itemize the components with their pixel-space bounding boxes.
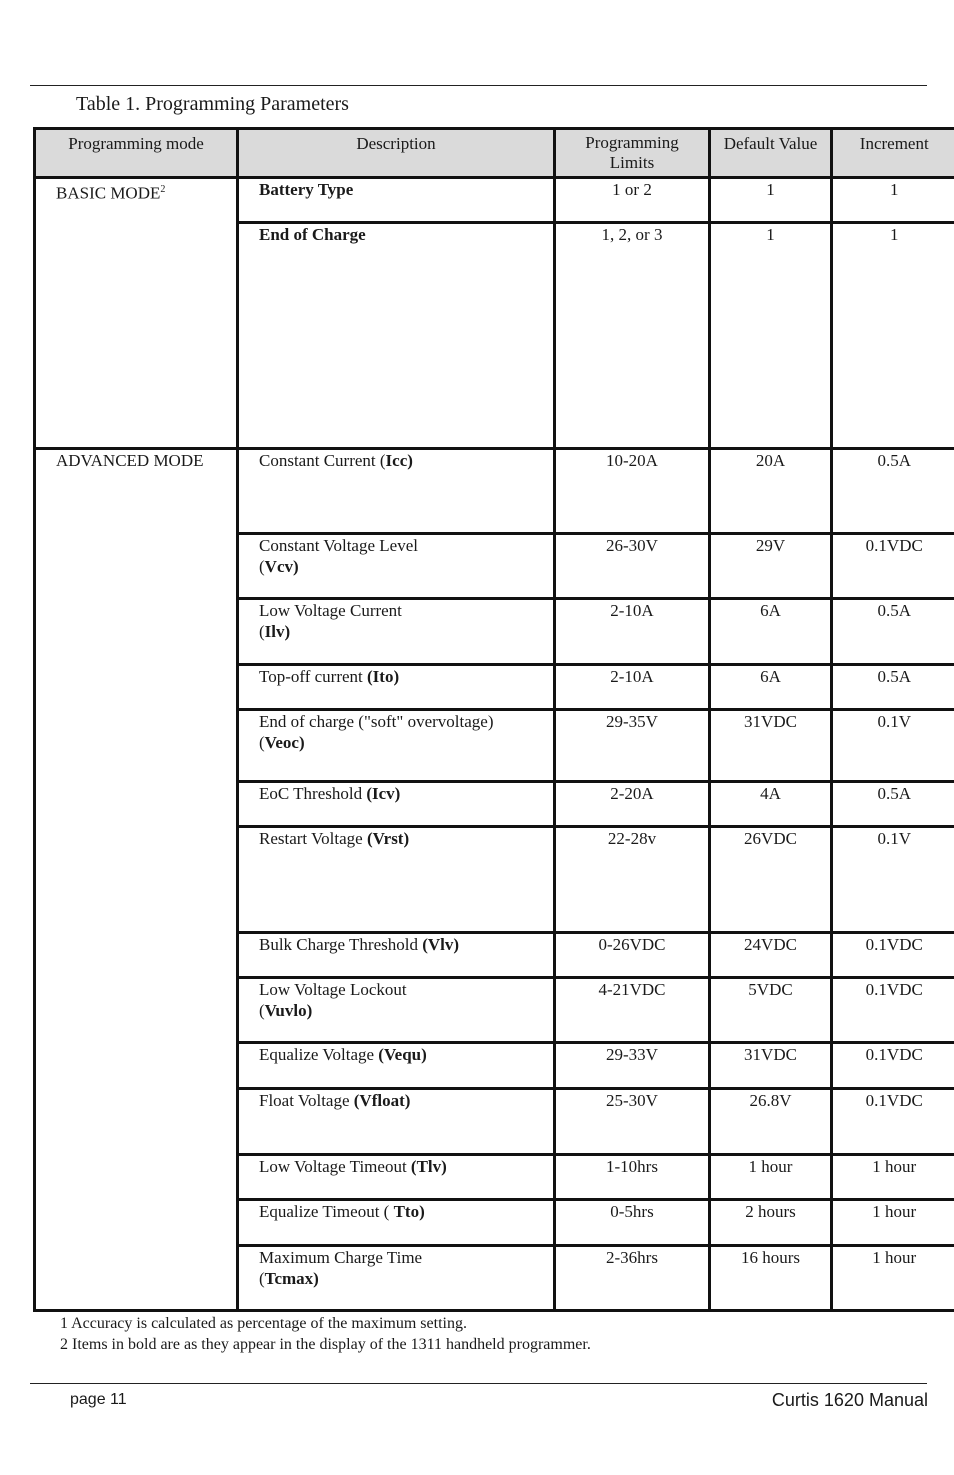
increment-cell: 0.1V <box>832 827 954 933</box>
manual-title: Curtis 1620 Manual <box>771 1390 928 1410</box>
bottom-rule <box>30 1383 927 1384</box>
default-cell: 2 hours <box>710 1200 832 1246</box>
default-cell: 24VDC <box>710 933 832 978</box>
description-cell: Low Voltage Current (Ilv) <box>238 599 555 665</box>
limits-cell: 26-30V <box>555 534 710 599</box>
limits-cell: 0-26VDC <box>555 933 710 978</box>
top-rule <box>30 85 927 86</box>
limits-cell: 1 or 2 <box>555 178 710 223</box>
footnote-1: 1 Accuracy is calculated as percentage of the maximum setting. <box>60 1315 467 1332</box>
increment-cell: 0.1VDC <box>832 978 954 1043</box>
increment-cell: 1 <box>832 223 954 449</box>
header-increment: Increment <box>832 129 954 178</box>
increment-cell: 0.1VDC <box>832 534 954 599</box>
basic-mode-label: BASIC MODE <box>56 183 161 203</box>
default-cell: 31VDC <box>710 710 832 782</box>
limits-cell: 2-10A <box>555 599 710 665</box>
description-cell: End of charge ("soft" overvoltage) (Veoc) <box>238 710 555 782</box>
description-cell: EoC Threshold (Icv) <box>238 782 555 827</box>
limits-cell: 1-10hrs <box>555 1155 710 1200</box>
advanced-mode-label: ADVANCED MODE <box>56 451 204 470</box>
header-description: Description <box>238 129 555 178</box>
default-cell: 26.8V <box>710 1089 832 1155</box>
limits-cell: 2-20A <box>555 782 710 827</box>
basic-mode-footnote-ref: 2 <box>160 184 166 195</box>
table-row <box>35 449 954 534</box>
default-cell: 26VDC <box>710 827 832 933</box>
increment-cell: 1 hour <box>832 1200 954 1246</box>
increment-cell: 0.5A <box>832 449 954 534</box>
footnotes <box>60 1313 591 1355</box>
limits-cell: 4-21VDC <box>555 978 710 1043</box>
increment-cell: 1 hour <box>832 1155 954 1200</box>
increment-cell: 0.5A <box>832 665 954 710</box>
description-cell: Constant Voltage Level (Vcv) <box>238 534 555 599</box>
limits-cell: 22-28v <box>555 827 710 933</box>
header-programming-mode: Programming mode <box>35 129 238 178</box>
default-cell: 5VDC <box>710 978 832 1043</box>
table-title: Table 1. Programming Parameters <box>76 93 349 115</box>
default-cell: 29V <box>710 534 832 599</box>
default-cell: 31VDC <box>710 1043 832 1089</box>
limits-cell: 2-36hrs <box>555 1246 710 1311</box>
advanced-mode-cell <box>35 449 238 1311</box>
description-cell: Top-off current (Ito) <box>238 665 555 710</box>
default-cell: 20A <box>710 449 832 534</box>
increment-cell: 0.1VDC <box>832 933 954 978</box>
default-cell: 6A <box>710 599 832 665</box>
description-cell: Restart Voltage (Vrst) <box>238 827 555 933</box>
description-cell: Equalize Timeout ( Tto) <box>238 1200 555 1246</box>
description-cell: Low Voltage Lockout (Vuvlo) <box>238 978 555 1043</box>
basic-mode-cell <box>35 178 238 449</box>
default-cell: 6A <box>710 665 832 710</box>
description-cell: Maximum Charge Time (Tcmax) <box>238 1246 555 1311</box>
header-programming-limits: Programming Limits <box>555 129 710 178</box>
default-cell: 1 <box>710 178 832 223</box>
limits-cell: 25-30V <box>555 1089 710 1155</box>
footnote-2: 2 Items in bold are as they appear in the display of the 1311 handheld programmer. <box>60 1336 591 1353</box>
increment-cell: 0.5A <box>832 782 954 827</box>
description-cell: Constant Current (Icc) <box>238 449 555 534</box>
increment-cell: 1 hour <box>832 1246 954 1311</box>
description-cell: Bulk Charge Threshold (Vlv) <box>238 933 555 978</box>
limits-cell: 29-35V <box>555 710 710 782</box>
description-cell: Low Voltage Timeout (Tlv) <box>238 1155 555 1200</box>
limits-cell: 29-33V <box>555 1043 710 1089</box>
default-cell: 1 hour <box>710 1155 832 1200</box>
default-cell: 1 <box>710 223 832 449</box>
limits-cell: 10-20A <box>555 449 710 534</box>
limits-cell: 2-10A <box>555 665 710 710</box>
limits-cell: 0-5hrs <box>555 1200 710 1246</box>
increment-cell: 1 <box>832 178 954 223</box>
page-number: page 11 <box>70 1391 127 1408</box>
increment-cell: 0.1VDC <box>832 1089 954 1155</box>
limits-cell: 1, 2, or 3 <box>555 223 710 449</box>
default-cell: 4A <box>710 782 832 827</box>
table-header-row <box>35 129 954 178</box>
increment-cell: 0.5A <box>832 599 954 665</box>
description-cell: Battery Type <box>238 178 555 223</box>
increment-cell: 0.1VDC <box>832 1043 954 1089</box>
header-default-value: Default Value <box>710 129 832 178</box>
description-cell: Equalize Voltage (Vequ) <box>238 1043 555 1089</box>
description-cell: End of Charge <box>238 223 555 449</box>
programming-parameters-table <box>33 127 954 1312</box>
increment-cell: 0.1V <box>832 710 954 782</box>
description-cell: Float Voltage (Vfloat) <box>238 1089 555 1155</box>
table-row <box>35 178 954 223</box>
default-cell: 16 hours <box>710 1246 832 1311</box>
